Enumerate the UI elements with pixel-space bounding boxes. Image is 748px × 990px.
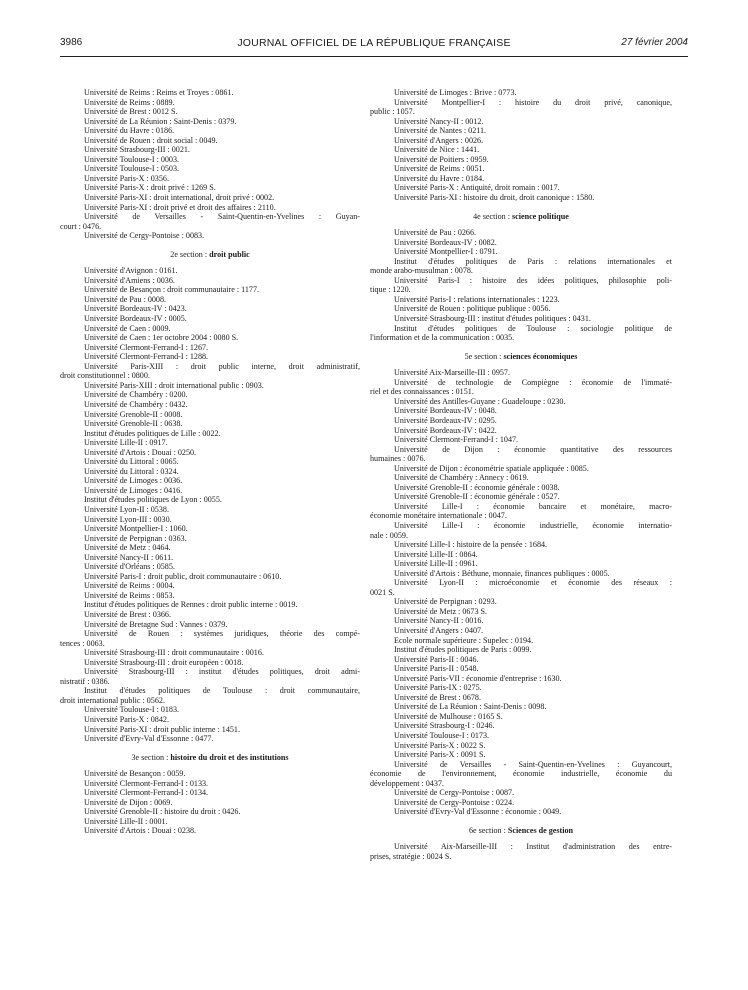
- entry-continuation: 0021 S.: [370, 587, 395, 597]
- list-entry: Université de Chambéry : 0432.: [84, 399, 188, 409]
- list-entry: Université Nancy-II : 0016.: [394, 616, 484, 626]
- list-entry: Université Bordeaux-IV : 0423.: [84, 304, 187, 314]
- section-heading: [370, 212, 672, 222]
- list-entry: Université Strasbourg-III : droit européen : 0018.: [84, 657, 244, 667]
- list-entry: Université Montpellier-I : 1060.: [84, 524, 188, 534]
- list-entry: Université Lyon-III : 0030.: [84, 514, 172, 524]
- list-entry: Université Montpellier-I : 0791.: [394, 247, 498, 257]
- list-entry: Université Grenoble-II : 0638.: [84, 419, 183, 429]
- list-entry: Université Strasbourg-III : droit communautaire : 0016.: [84, 648, 264, 658]
- list-entry: Université Toulouse-I : 0503.: [84, 164, 180, 174]
- list-entry: Université de Chambéry : Annecy : 0619.: [394, 473, 529, 483]
- list-entry: Université Clermont-Ferrand-I : 0134.: [84, 788, 209, 798]
- list-entry: Université Paris-X : droit privé : 1269 S.: [84, 183, 216, 193]
- list-entry: Ecole normale supérieure : Supelec : 0194.: [394, 635, 534, 645]
- list-entry: Université d'Amiens : 0036.: [84, 275, 175, 285]
- list-entry: Université de Dijon : économétrie spatiale appliquée : 0085.: [394, 463, 589, 473]
- entry-continuation: droit international public : 0562.: [60, 695, 165, 705]
- list-entry: Université Toulouse-I : 0183.: [84, 705, 180, 715]
- list-entry: Université Paris-I : histoire des idées politiques, philosophie poli-: [394, 275, 672, 285]
- list-entry: Université Lille-II : 0917.: [84, 438, 168, 448]
- list-entry: Université de Mulhouse : 0165 S.: [394, 711, 503, 721]
- list-entry: Université Strasbourg-III : institut d'études politiques : 0431.: [394, 314, 591, 324]
- list-entry: Université Paris-I : droit public, droit communautaire : 0610.: [84, 571, 282, 581]
- list-entry: Université d'Artois : Béthune, monnaie, finances publiques : 0005.: [394, 568, 610, 578]
- list-entry: Université de Versailles - Saint-Quentin-en-Yvelines : Guyan-: [84, 212, 360, 222]
- list-entry: Université d'Evry-Val d'Essonne : économie : 0049.: [394, 807, 562, 817]
- list-entry: Université de Metz : 0673 S.: [394, 606, 488, 616]
- list-entry: Université Lille-I : économie industrielle, économie internatio-: [394, 520, 672, 530]
- list-entry: Université de Reims : 0051.: [394, 164, 485, 174]
- list-entry: Université du Havre : 0186.: [84, 126, 175, 136]
- list-entry: Université d'Angers : 0407.: [394, 625, 484, 635]
- list-entry: Université Bordeaux-IV : 0048.: [394, 406, 497, 416]
- list-entry: Université Paris-II : 0548.: [394, 664, 479, 674]
- section-title: droit public: [209, 249, 250, 259]
- list-entry: Université Strasbourg-III : institut d'études politiques, droit admi-: [84, 667, 360, 677]
- entry-continuation: tences : 0063.: [60, 638, 105, 648]
- list-entry: Université Toulouse-I : 0173.: [394, 731, 490, 740]
- section-heading: [370, 826, 672, 836]
- entry-continuation: économie de l'environnement, économie industrielle, économie du: [370, 769, 672, 779]
- section-number: 6e section :: [468, 825, 508, 835]
- list-entry: Université de Besançon : droit communautaire : 1177.: [84, 285, 260, 295]
- list-entry: Université Lille-II : 0001.: [84, 816, 168, 826]
- list-entry: Université de Limoges : 0036.: [84, 476, 183, 486]
- list-entry: Université de Caen : 1er octobre 2004 : 0080 S.: [84, 333, 239, 343]
- list-entry: Université de Besançon : 0059.: [84, 769, 186, 779]
- list-entry: Université Strasbourg-III : 0021.: [84, 145, 190, 155]
- list-entry: Université de Rouen : politique publique : 0056.: [394, 304, 551, 314]
- list-entry: Université Bordeaux-IV : 0422.: [394, 425, 497, 435]
- list-entry: Université de La Réunion : Saint-Denis : 0098.: [394, 702, 547, 712]
- list-entry: Université Bordeaux-IV : 0295.: [394, 415, 497, 425]
- list-entry: Université de Pau : 0008.: [84, 294, 167, 304]
- list-entry: Université de Brest : 0012 S.: [84, 107, 178, 117]
- entry-continuation: nistratif : 0386.: [60, 676, 110, 686]
- entry-continuation: développement : 0437.: [370, 778, 444, 788]
- list-entry: Université Paris-XI : droit international, droit privé : 0002.: [84, 193, 275, 203]
- list-entry: Université Paris-X : 0091 S.: [394, 750, 486, 760]
- list-entry: Université des Antilles-Guyane : Guadeloupe : 0230.: [394, 396, 566, 406]
- list-entry: Université Paris-IX : 0275.: [394, 683, 482, 693]
- list-entry: Université Paris-XI : droit privé et droit des affaires : 2110.: [84, 202, 276, 212]
- entry-continuation: humaines : 0076.: [370, 454, 426, 464]
- list-entry: Université de Brest : 0678.: [394, 692, 481, 702]
- list-entry: Université Clermont-Ferrand-I : 0133.: [84, 778, 209, 788]
- section-number: 4e section :: [473, 211, 512, 221]
- list-entry: Université de Reims : Reims et Troyes : 0861.: [84, 88, 234, 97]
- list-entry: Université d'Artois : Douai : 0250.: [84, 447, 197, 457]
- list-entry: Université Grenoble-II : économie générale : 0038.: [394, 482, 560, 492]
- list-entry: Université de Brest : 0366.: [84, 609, 171, 619]
- list-entry: Université d'Artois : Douai : 0238.: [84, 826, 197, 836]
- list-entry: Université de Nice : 1441.: [394, 145, 480, 155]
- list-entry: Université de Limoges : Brive : 0773.: [394, 88, 517, 97]
- section-heading: [370, 352, 672, 362]
- list-entry: Université Clermont-Ferrand-I : 1267.: [84, 342, 209, 352]
- list-entry: Université du Littoral : 0324.: [84, 466, 179, 476]
- section-heading: [60, 250, 360, 260]
- list-entry: Université de Caen : 0009.: [84, 323, 171, 333]
- list-entry: Université Lyon-II : 0538.: [84, 504, 169, 514]
- entry-continuation: prises, stratégie : 0024 S.: [370, 852, 452, 862]
- section-title: science politique: [512, 211, 569, 221]
- section-title: Sciences de gestion: [507, 825, 574, 835]
- list-entry: Université de Reims : 0004.: [84, 581, 175, 591]
- list-entry: Université de Reims : 0889.: [84, 97, 175, 107]
- list-entry: Université de Poitiers : 0959.: [394, 154, 489, 164]
- list-entry: Université de Pau : 0266.: [394, 228, 477, 238]
- list-entry: Université Aix-Marseille-III : 0957.: [394, 368, 510, 378]
- section-number: 5e section :: [464, 351, 504, 361]
- entry-continuation: court : 0476.: [60, 221, 102, 231]
- list-entry: Université Paris-X : 0842.: [84, 715, 169, 724]
- entry-continuation: droit constitutionnel : 0800.: [60, 371, 150, 381]
- entry-continuation: riel et des connaissances : 0151.: [370, 387, 474, 397]
- list-entry: Université de Dijon : 0069.: [84, 797, 173, 807]
- list-entry: Université de Reims : 0853.: [84, 590, 175, 600]
- list-entry: Institut d'études politiques de Toulouse : droit communautaire,: [84, 686, 360, 696]
- list-entry: Université de Nantes : 0211.: [394, 126, 487, 136]
- list-entry: Université Grenoble-II : 0008.: [84, 409, 183, 419]
- list-entry: Université de technologie de Compiègne : économie de l'immaté-: [394, 377, 672, 387]
- list-entry: Université du Havre : 0184.: [394, 173, 485, 183]
- list-entry: Université Grenoble-II : économie générale : 0527.: [394, 492, 560, 502]
- list-entry: Université Paris-I : relations internationales : 1223.: [394, 294, 560, 304]
- list-entry: Université de Rouen : droit social : 0049.: [84, 135, 218, 145]
- list-entry: Université Paris-VII : économie d'entreprise : 1630.: [394, 673, 562, 683]
- list-entry: Université Paris-II : 0046.: [394, 654, 479, 664]
- entry-continuation: économie monétaire internationale : 0047.: [370, 511, 507, 521]
- list-entry: Université de Bretagne Sud : Vannes : 0379.: [84, 619, 228, 629]
- section-title: histoire du droit et des institutions: [170, 752, 289, 762]
- section-number: 3e section :: [131, 752, 171, 762]
- entry-continuation: l'information et de la communication : 0035.: [370, 333, 515, 343]
- list-entry: Université de Cergy-Pontoise : 0224.: [394, 797, 515, 807]
- list-entry: Université Montpellier-I : histoire du droit privé, canonique,: [394, 97, 672, 107]
- list-entry: Université de Cergy-Pontoise : 0083.: [84, 231, 205, 241]
- list-entry: Université Clermont-Ferrand-I : 1288.: [84, 352, 209, 362]
- page-number: 3986: [60, 37, 83, 48]
- list-entry: Université de Metz : 0464.: [84, 543, 171, 553]
- list-entry: Université Paris-XI : histoire du droit, droit canonique : 1580.: [394, 193, 595, 203]
- list-entry: Université Lille-II : 0961.: [394, 559, 478, 569]
- entry-continuation: tique : 1220.: [370, 285, 411, 295]
- list-entry: Université Aix-Marseille-III : Institut d'administration des entre-: [394, 842, 672, 852]
- list-entry: Université de La Réunion : Saint-Denis : 0379.: [84, 116, 237, 126]
- list-entry: Université Lille-II : 0864.: [394, 549, 478, 559]
- page-header: [60, 37, 688, 53]
- left-column: [60, 88, 360, 836]
- list-entry: Université de Dijon : économie quantitative des ressources: [394, 444, 672, 454]
- list-entry: Université Clermont-Ferrand-I : 1047.: [394, 435, 519, 445]
- list-entry: Université de Cergy-Pontoise : 0087.: [394, 788, 515, 798]
- list-entry: Université Strasbourg-I : 0246.: [394, 721, 495, 731]
- list-entry: Université Grenoble-II : histoire du droit : 0426.: [84, 807, 241, 817]
- list-entry: Institut d'études politiques de Paris : 0099.: [394, 645, 532, 655]
- entry-continuation: public : 1057.: [370, 107, 415, 117]
- list-entry: Université Nancy-II : 0611.: [84, 552, 174, 562]
- right-column: [370, 88, 672, 862]
- list-entry: Institut d'études politiques de Toulouse : sociologie politique de: [394, 323, 672, 333]
- header-rule: [60, 56, 688, 57]
- entry-continuation: monde arabo-musulman : 0078.: [370, 266, 473, 276]
- journal-title: JOURNAL OFFICIEL DE LA RÉPUBLIQUE FRANÇAISE: [237, 37, 511, 49]
- section-title: sciences économiques: [503, 351, 578, 361]
- list-entry: Université Paris-X : Antiquité, droit romain : 0017.: [394, 183, 560, 193]
- list-entry: Université Lyon-II : microéconomie et économie des réseaux :: [394, 578, 672, 588]
- list-entry: Université de Limoges : 0416.: [84, 485, 183, 495]
- list-entry: Université Bordeaux-IV : 0005.: [84, 314, 187, 324]
- list-entry: Université Paris-XIII : droit international public : 0903.: [84, 380, 264, 390]
- list-entry: Université Bordeaux-IV : 0082.: [394, 237, 497, 247]
- list-entry: Université d'Angers : 0026.: [394, 135, 484, 145]
- list-entry: Université Nancy-II : 0012.: [394, 116, 484, 126]
- list-entry: Université Lille-I : économie bancaire et monétaire, macro-: [394, 501, 672, 511]
- list-entry: Institut d'études politiques de Paris : relations internationales et: [394, 256, 672, 266]
- list-entry: Université de Perpignan : 0363.: [84, 533, 187, 543]
- list-entry: Université de Versailles - Saint-Quentin-en-Yvelines : Guyancourt,: [394, 759, 672, 769]
- issue-date: 27 février 2004: [621, 37, 688, 48]
- list-entry: Institut d'études politiques de Lille : 0022.: [84, 428, 221, 438]
- list-entry: Université Paris-XI : droit public interne : 1451.: [84, 724, 240, 734]
- list-entry: Institut d'études politiques de Rennes : droit public interne : 0019.: [84, 600, 298, 610]
- list-entry: Université Toulouse-I : 0003.: [84, 154, 180, 164]
- list-entry: Université d'Avignon : 0161.: [84, 266, 178, 276]
- list-entry: Institut d'études politiques de Lyon : 0055.: [84, 495, 222, 505]
- list-entry: Université Paris-X : 0356.: [84, 173, 169, 183]
- section-heading: [60, 753, 360, 763]
- list-entry: Université Paris-XIII : droit public interne, droit administratif,: [84, 361, 360, 371]
- list-entry: Université du Littoral : 0065.: [84, 457, 179, 467]
- list-entry: Université Paris-X : 0022 S.: [394, 740, 486, 750]
- list-entry: Université d'Orléans : 0585.: [84, 562, 175, 572]
- list-entry: Université de Rouen : systèmes juridiques, théorie des compé-: [84, 629, 360, 639]
- list-entry: Université Lille-I : histoire de la pensée : 1684.: [394, 540, 548, 550]
- entry-continuation: nale : 0059.: [370, 530, 408, 540]
- list-entry: Université de Chambéry : 0200.: [84, 390, 188, 400]
- section-number: 2e section :: [170, 249, 210, 259]
- list-entry: Université d'Evry-Val d'Essonne : 0477.: [84, 734, 214, 744]
- list-entry: Université de Perpignan : 0293.: [394, 597, 497, 607]
